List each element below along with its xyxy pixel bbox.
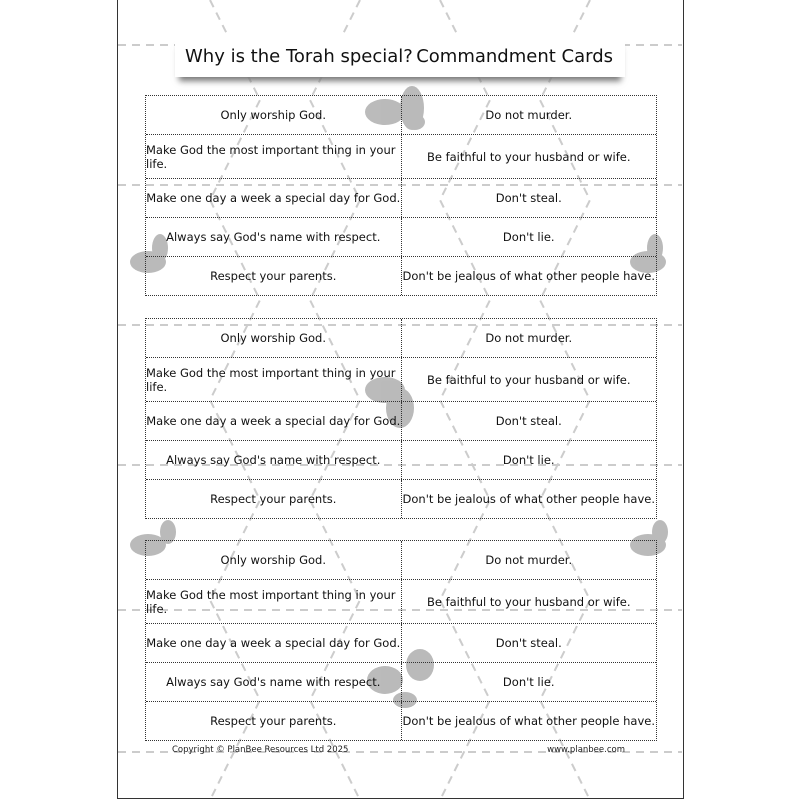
card-row bbox=[146, 440, 656, 479]
commandment-card: Only worship God. bbox=[146, 96, 402, 134]
commandment-card: Always say God's name with respect. bbox=[146, 218, 402, 256]
card-row bbox=[146, 401, 656, 440]
commandment-card: Respect your parents. bbox=[146, 702, 402, 740]
commandment-card: Always say God's name with respect. bbox=[146, 441, 402, 479]
commandment-card: Make one day a week a special day for God. bbox=[146, 402, 402, 440]
card-row bbox=[146, 134, 656, 178]
card-row bbox=[146, 256, 656, 295]
commandment-card: Make one day a week a special day for God. bbox=[146, 179, 402, 217]
commandment-card: Do not murder. bbox=[485, 331, 573, 345]
card-row bbox=[146, 579, 656, 623]
commandment-card: Respect your parents. bbox=[146, 257, 402, 295]
card-row bbox=[146, 178, 656, 217]
commandment-card: Only worship God. bbox=[146, 319, 402, 357]
card-set-3 bbox=[145, 540, 657, 741]
commandment-card: Don't lie. bbox=[502, 453, 555, 467]
card-row bbox=[146, 662, 656, 701]
card-set-2 bbox=[145, 318, 657, 519]
card-row bbox=[146, 623, 656, 662]
commandment-card: Only worship God. bbox=[146, 541, 402, 579]
commandment-card: Be faithful to your husband or wife. bbox=[426, 594, 631, 609]
card-row bbox=[146, 701, 656, 740]
commandment-card: Make one day a week a special day for God. bbox=[146, 624, 402, 662]
commandment-card: Respect your parents. bbox=[146, 480, 402, 518]
commandment-card: Do not murder. bbox=[485, 108, 573, 122]
commandment-card: Don't be jealous of what other people have. bbox=[402, 269, 655, 283]
commandment-card: Always say God's name with respect. bbox=[146, 663, 402, 701]
commandment-card: Don't steal. bbox=[495, 636, 562, 650]
commandment-card: Make God the most important thing in your life. bbox=[146, 135, 402, 178]
commandment-card: Don't steal. bbox=[495, 191, 562, 205]
card-row bbox=[146, 319, 656, 357]
card-set-1 bbox=[145, 95, 657, 296]
commandment-card: Make God the most important thing in your life. bbox=[146, 358, 402, 401]
commandment-card: Do not murder. bbox=[485, 553, 573, 567]
commandment-card: Be faithful to your husband or wife. bbox=[426, 149, 631, 164]
commandment-card: Make God the most important thing in your life. bbox=[146, 580, 402, 623]
card-row bbox=[146, 357, 656, 401]
commandment-card: Don't lie. bbox=[502, 675, 555, 689]
commandment-card: Don't be jealous of what other people have. bbox=[402, 714, 655, 728]
commandment-card: Don't lie. bbox=[502, 230, 555, 244]
card-row bbox=[146, 96, 656, 134]
website-text: www.planbee.com bbox=[547, 745, 625, 755]
card-row bbox=[146, 217, 656, 256]
worksheet-title: Why is the Torah special? bbox=[185, 45, 413, 67]
commandment-card: Be faithful to your husband or wife. bbox=[426, 372, 631, 387]
commandment-card: Don't be jealous of what other people have. bbox=[402, 492, 655, 506]
commandment-card: Don't steal. bbox=[495, 414, 562, 428]
card-row bbox=[146, 541, 656, 579]
worksheet-subtitle: Commandment Cards bbox=[416, 45, 613, 67]
copyright-text: Copyright © PlanBee Resources Ltd 2025 bbox=[172, 745, 349, 755]
card-row bbox=[146, 479, 656, 518]
